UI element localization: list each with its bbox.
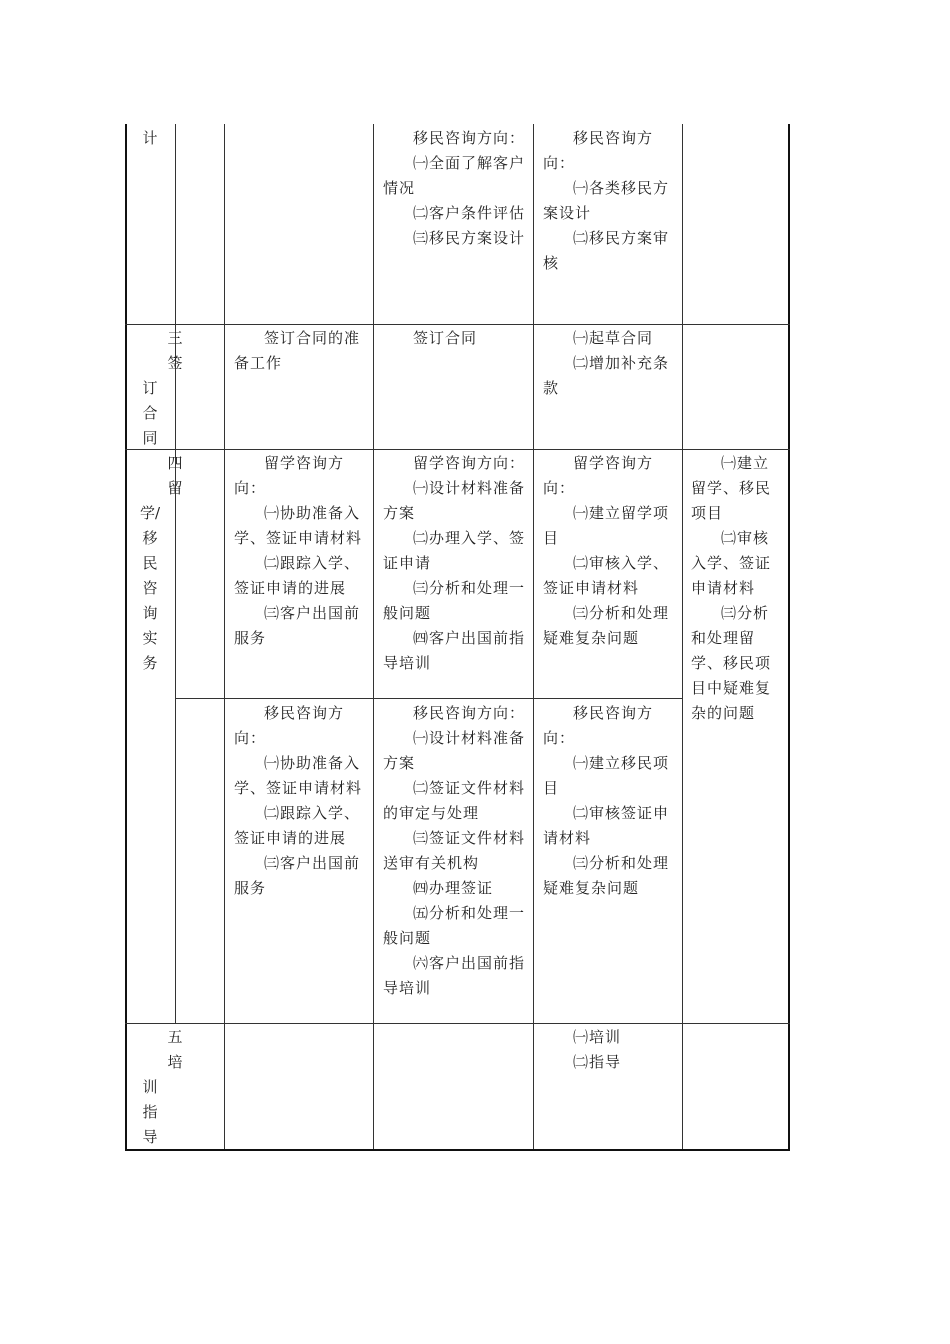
row-sign-col4: 签订合同 — [413, 329, 478, 347]
row-divider-1 — [125, 324, 790, 325]
col-divider-3 — [373, 124, 374, 1151]
immigration-col4: 移民咨询方向： ㈠设计材料准备方案 ㈡签证文件材料的审定与处理 ㈢签证文件材料送审有关机构 ㈣办理签证 ㈤分析和处理一般问题 ㈥客户出国前指导培训 — [383, 704, 526, 997]
table-border-bottom — [125, 1149, 790, 1151]
col-divider-5 — [682, 124, 683, 1151]
table-border-right — [788, 124, 790, 1151]
row-sign-label-a: 三 签 — [167, 329, 183, 372]
row-plan-col4: 移民咨询方向： ㈠全面了解客户情况 ㈡客户条件评估 ㈢移民方案设计 — [383, 129, 526, 247]
immigration-col5: 移民咨询方向： ㈠建立移民项目 ㈡审核签证申请材料 ㈢分析和处理疑难复杂问题 — [543, 704, 670, 897]
row-plan-label: 计 — [142, 129, 158, 147]
table-border-left — [125, 124, 127, 1151]
study-col5: 留学咨询方向： ㈠建立留学项目 ㈡审核入学、签证申请材料 ㈢分析和处理疑难复杂问题 — [543, 454, 670, 647]
consult-col6: ㈠建立留学、移民项目 ㈡审核入学、签证申请材料 ㈢分析和处理留学、移民项目中疑难复杂的问题 — [691, 454, 772, 722]
row-train-col5: ㈠培训 ㈡指导 — [573, 1028, 622, 1071]
row-sign-col5: ㈠起草合同 ㈡增加补充条款 — [543, 329, 670, 397]
row-divider-2 — [125, 449, 790, 450]
study-col3: 留学咨询方向： ㈠协助准备入学、签证申请材料 ㈡跟踪入学、签证申请的进展 ㈢客户出国前服务 — [234, 454, 363, 647]
study-col4: 留学咨询方向： ㈠设计材料准备方案 ㈡办理入学、签证申请 ㈢分析和处理一般问题 ㈣客户出国前指导培训 — [383, 454, 526, 672]
row-sign-col3: 签订合同的准备工作 — [234, 329, 361, 372]
row-plan-col5: 移民咨询方向： ㈠各类移民方案设计 ㈡移民方案审核 — [543, 129, 670, 272]
row-sign-label-b: 订 合 同 — [142, 379, 158, 447]
col-divider-1 — [175, 124, 176, 1024]
row-divider-3 — [125, 1023, 790, 1024]
row-consult-label-b: 学/ 移 民 咨 询 实 务 — [140, 504, 161, 672]
row-divider-sub — [175, 698, 682, 699]
row-train-label-b: 训 指 导 — [142, 1078, 158, 1146]
row-train-label-a: 五 培 — [167, 1028, 183, 1071]
col-divider-2 — [224, 124, 225, 1151]
col-divider-4 — [533, 124, 534, 1151]
row-consult-label-a: 四 留 — [167, 454, 183, 497]
immigration-col3: 移民咨询方向： ㈠协助准备入学、签证申请材料 ㈡跟踪入学、签证申请的进展 ㈢客户出国前服务 — [234, 704, 363, 897]
